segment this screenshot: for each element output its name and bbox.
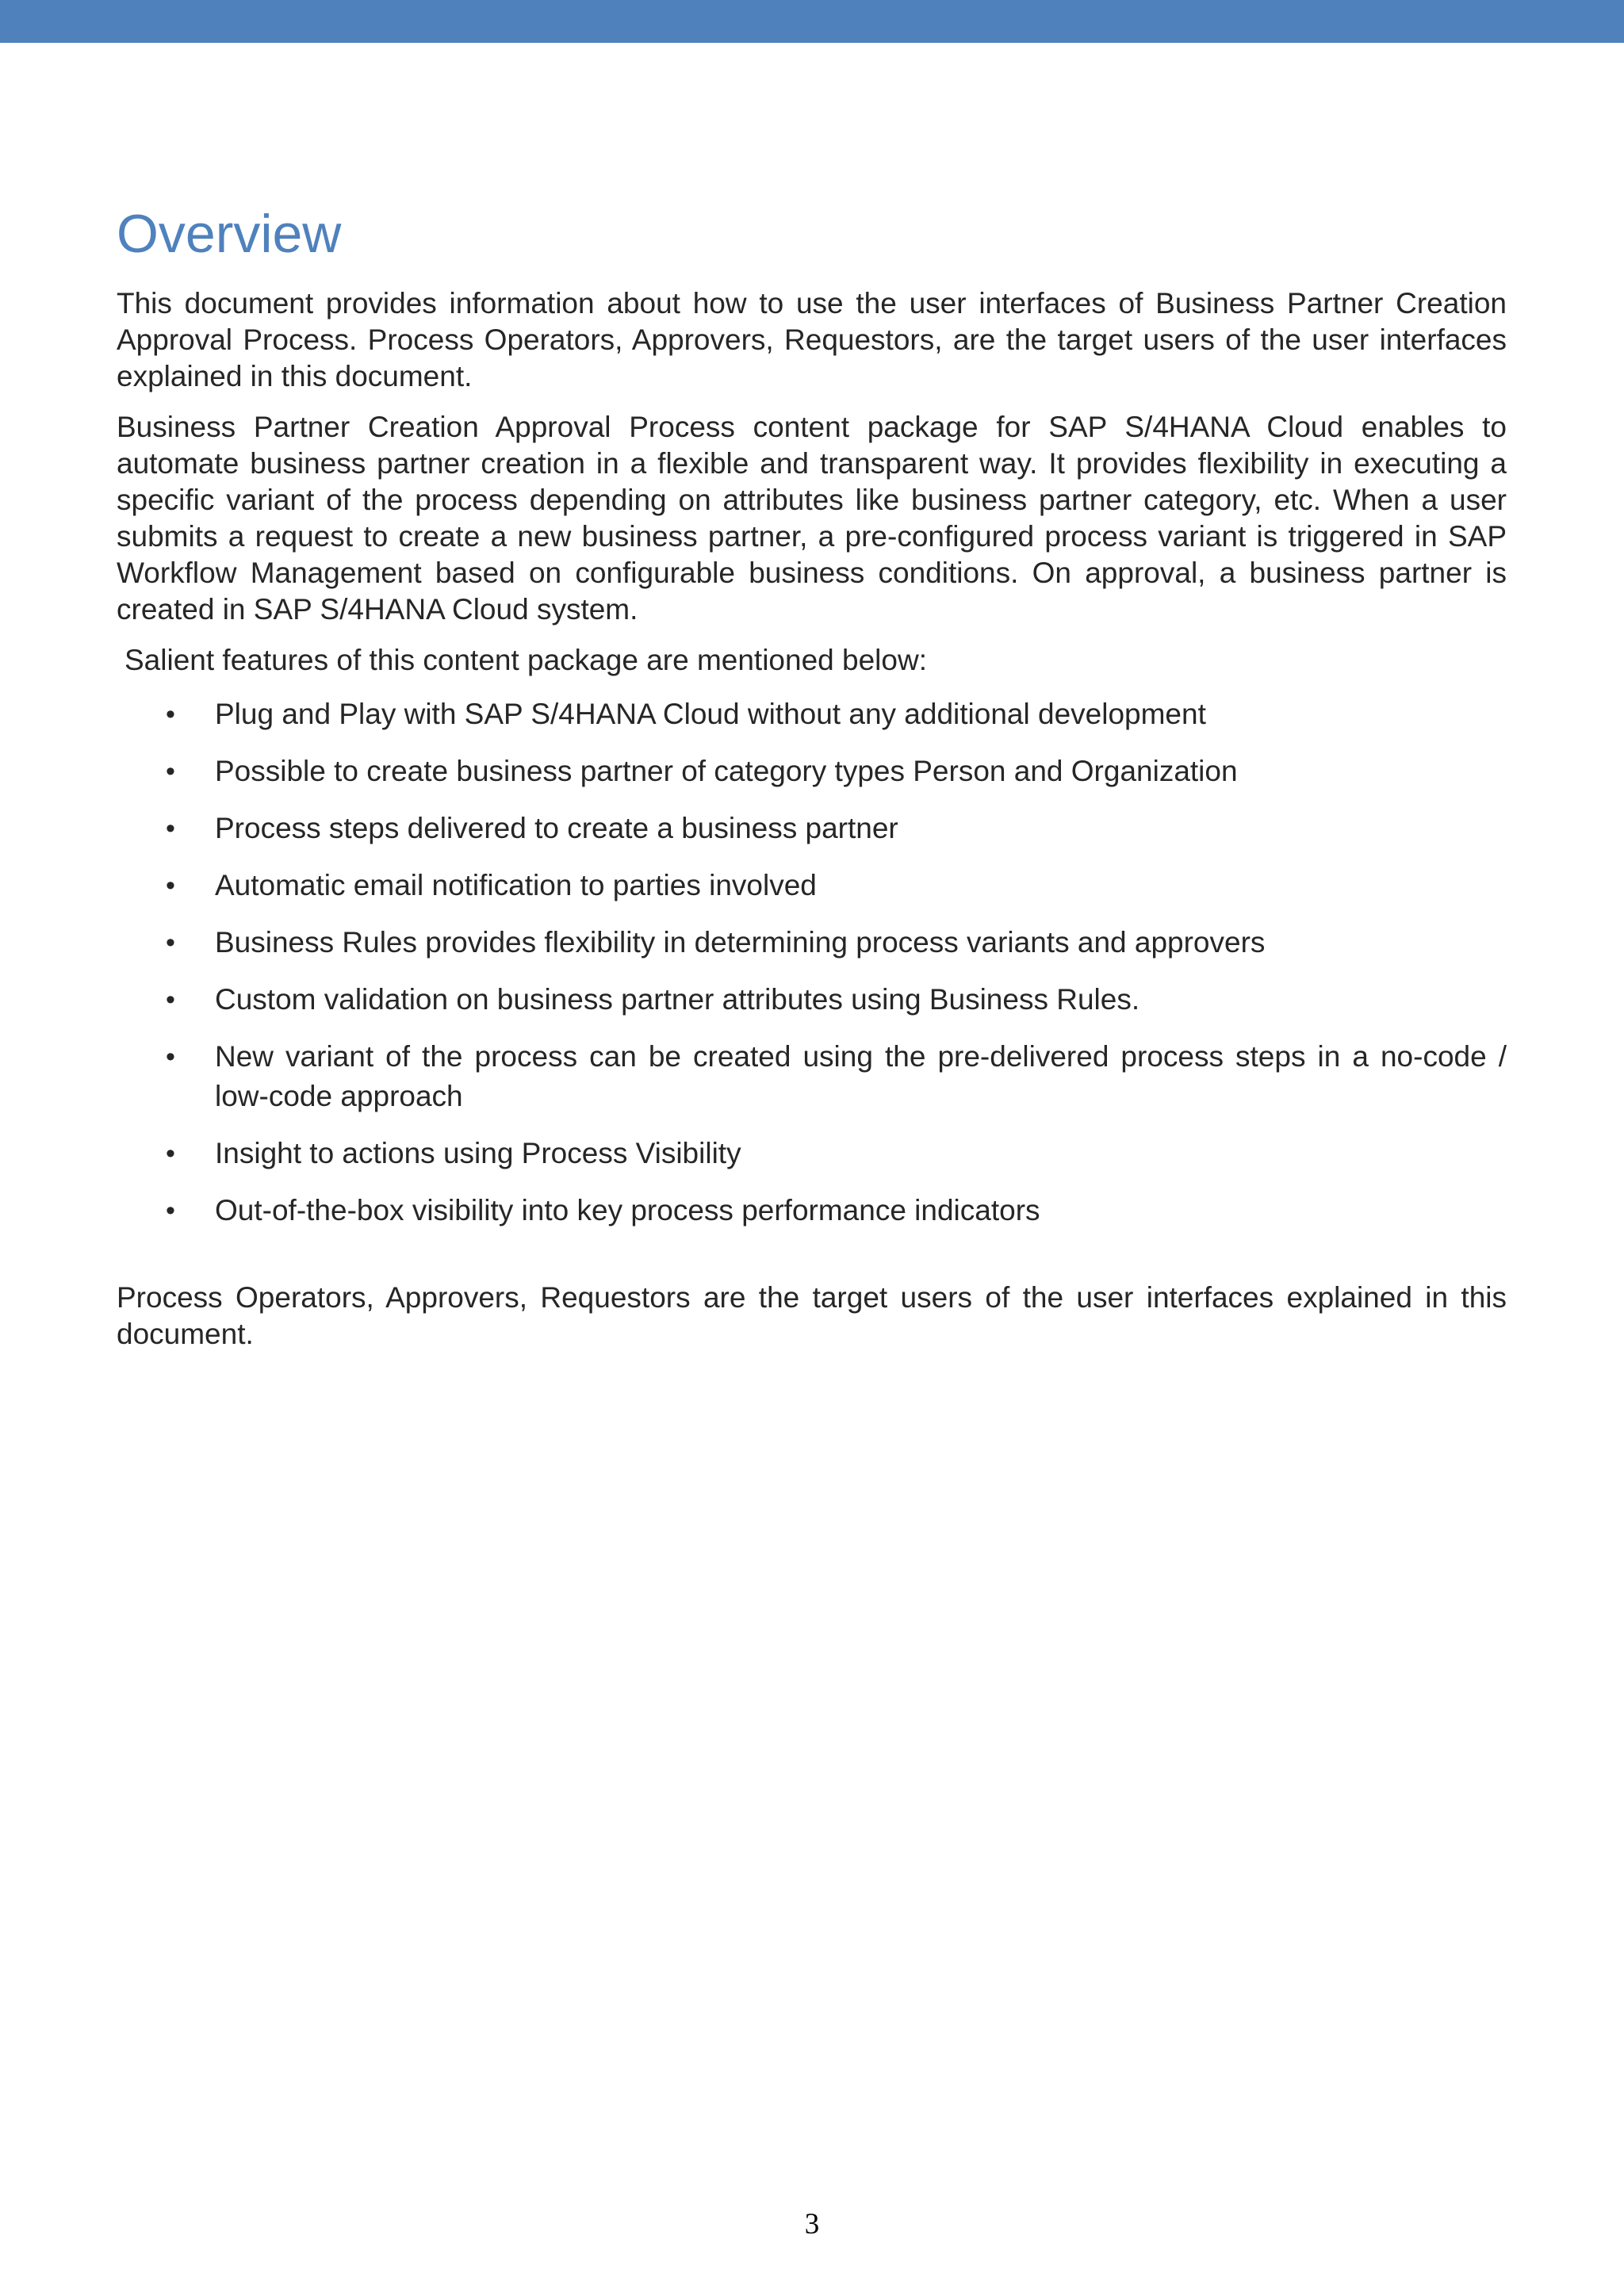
feature-text: Business Rules provides flexibility in determining process variants and approvers xyxy=(215,926,1266,959)
list-item xyxy=(117,1191,1507,1230)
features-intro: Salient features of this content package are mentioned below: xyxy=(124,644,927,676)
bullet-icon: • xyxy=(166,756,175,786)
feature-text: Plug and Play with SAP S/4HANA Cloud without any additional development xyxy=(215,698,1206,730)
list-item xyxy=(117,866,1507,905)
feature-text: Out-of-the-box visibility into key process performance indicators xyxy=(215,1194,1040,1226)
intro-paragraph: This document provides information about how to use the user interfaces of Business Partner Creation Approval Process. Process Operators, Approvers, Requestors, are the target users of the user interfaces explained in this document. xyxy=(117,287,1507,392)
description-paragraph: Business Partner Creation Approval Process content package for SAP S/4HANA Cloud enables to automate business partner creation in a flexible and transparent way. It provides flexibility in executing a specific variant of the process depending on attributes like business partner category, etc. When a user submits a request to create a new business partner, a pre-configured process variant is triggered in SAP Workflow Management based on configurable business conditions. On approval, a business partner is created in SAP S/4HANA Cloud system. xyxy=(117,411,1507,626)
page-number: 3 xyxy=(804,2208,820,2241)
feature-text: Custom validation on business partner attributes using Business Rules. xyxy=(215,983,1140,1016)
header-bar xyxy=(0,0,1624,43)
list-item xyxy=(117,809,1507,848)
list-item xyxy=(117,923,1507,962)
list-item xyxy=(117,1037,1507,1116)
bullet-icon: • xyxy=(166,1042,175,1072)
list-item xyxy=(117,695,1507,734)
bullet-icon: • xyxy=(166,871,175,901)
feature-text: New variant of the process can be created using the pre-delivered process steps in a no-code / low-code approach xyxy=(215,1040,1507,1112)
list-item xyxy=(117,980,1507,1020)
bullet-icon: • xyxy=(166,813,175,844)
feature-text: Possible to create business partner of category types Person and Organization xyxy=(215,755,1238,787)
feature-text: Insight to actions using Process Visibility xyxy=(215,1137,741,1169)
bullet-icon: • xyxy=(166,699,175,729)
page-content xyxy=(117,198,1507,1353)
bullet-icon: • xyxy=(166,1138,175,1169)
bullet-icon: • xyxy=(166,928,175,958)
feature-text: Automatic email notification to parties involved xyxy=(215,869,817,901)
list-item xyxy=(117,1134,1507,1173)
bullet-icon: • xyxy=(166,1196,175,1226)
feature-text: Process steps delivered to create a business partner xyxy=(215,812,898,844)
bullet-icon: • xyxy=(166,985,175,1015)
closing-paragraph: Process Operators, Approvers, Requestors are the target users of the user interfaces explained in this document. xyxy=(117,1281,1507,1350)
features-list xyxy=(117,695,1507,1230)
list-item xyxy=(117,752,1507,791)
page-title: Overview xyxy=(117,204,342,264)
